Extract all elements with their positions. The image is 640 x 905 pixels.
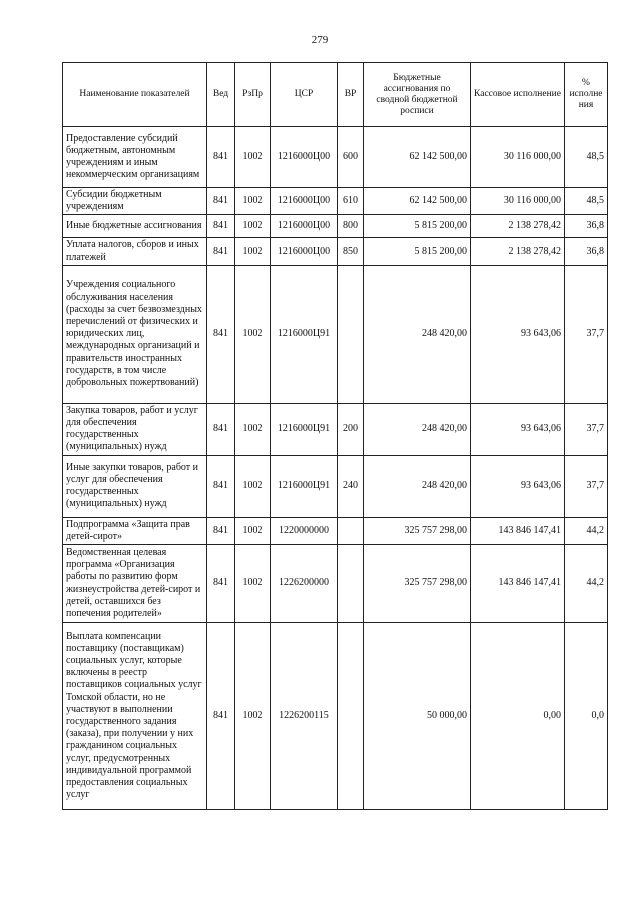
- cell-cash: 143 846 147,41: [471, 545, 565, 623]
- cell-percent: 36,8: [565, 215, 608, 238]
- cell-csr: 1216000Ц91: [271, 455, 338, 517]
- cell-rzpr: 1002: [235, 238, 271, 265]
- cell-name: Субсидии бюджетным учреждениям: [63, 188, 207, 215]
- cell-csr: 1226200115: [271, 623, 338, 810]
- cell-cash: 93 643,06: [471, 455, 565, 517]
- cell-ved: 841: [207, 545, 235, 623]
- cell-csr: 1216000Ц91: [271, 403, 338, 455]
- cell-ved: 841: [207, 238, 235, 265]
- cell-vr: [338, 623, 364, 810]
- table-row: [63, 265, 608, 403]
- cell-budget: 325 757 298,00: [364, 545, 471, 623]
- cell-name: Выплата компенсации поставщику (поставщикам) социальных услуг, которые включены в реестр поставщиков социальных услуг Томской области, но не участвуют в выполнении государственного задания (заказа), при получении у них гражданином социальных услуг, предусмотренных индивидуальной программой предоставления социальных услуг: [63, 623, 207, 810]
- cell-ved: 841: [207, 127, 235, 188]
- cell-vr: 240: [338, 455, 364, 517]
- table-row: [63, 215, 608, 238]
- cell-percent: 48,5: [565, 188, 608, 215]
- header-ved: Вед: [207, 63, 235, 127]
- table-row: [63, 403, 608, 455]
- cell-vr: 200: [338, 403, 364, 455]
- cell-csr: 1216000Ц91: [271, 265, 338, 403]
- cell-budget: 50 000,00: [364, 623, 471, 810]
- cell-budget: 5 815 200,00: [364, 238, 471, 265]
- cell-csr: 1216000Ц00: [271, 215, 338, 238]
- cell-percent: 44,2: [565, 517, 608, 544]
- header-cash: Кассовое исполнение: [471, 63, 565, 127]
- cell-percent: 48,5: [565, 127, 608, 188]
- cell-ved: 841: [207, 188, 235, 215]
- cell-name: Учреждения социального обслуживания населения (расходы за счет безвозмездных перечислений от физических и юридических лиц, международных организаций и правительств иностранных государств, в том числе добровольных пожертвований): [63, 265, 207, 403]
- cell-rzpr: 1002: [235, 127, 271, 188]
- cell-cash: 93 643,06: [471, 403, 565, 455]
- cell-cash: 2 138 278,42: [471, 238, 565, 265]
- cell-csr: 1226200000: [271, 545, 338, 623]
- cell-rzpr: 1002: [235, 403, 271, 455]
- cell-cash: 143 846 147,41: [471, 517, 565, 544]
- cell-vr: [338, 545, 364, 623]
- cell-ved: 841: [207, 455, 235, 517]
- cell-percent: 37,7: [565, 265, 608, 403]
- cell-cash: 30 116 000,00: [471, 127, 565, 188]
- header-budget: Бюджетные ассигнования по сводной бюджетной росписи: [364, 63, 471, 127]
- cell-ved: 841: [207, 623, 235, 810]
- cell-csr: 1220000000: [271, 517, 338, 544]
- cell-budget: 248 420,00: [364, 265, 471, 403]
- table-row: [63, 238, 608, 265]
- header-name: Наименование показателей: [63, 63, 207, 127]
- cell-rzpr: 1002: [235, 265, 271, 403]
- table-header-row: [63, 63, 608, 127]
- cell-name: Ведомственная целевая программа «Организация работы по развитию форм жизнеустройства детей-сирот и детей, оставшихся без попечения родителей»: [63, 545, 207, 623]
- cell-budget: 325 757 298,00: [364, 517, 471, 544]
- cell-vr: [338, 517, 364, 544]
- cell-percent: 36,8: [565, 238, 608, 265]
- cell-ved: 841: [207, 517, 235, 544]
- cell-budget: 5 815 200,00: [364, 215, 471, 238]
- cell-budget: 62 142 500,00: [364, 127, 471, 188]
- cell-budget: 248 420,00: [364, 403, 471, 455]
- cell-budget: 62 142 500,00: [364, 188, 471, 215]
- cell-rzpr: 1002: [235, 215, 271, 238]
- cell-cash: 30 116 000,00: [471, 188, 565, 215]
- cell-vr: 850: [338, 238, 364, 265]
- cell-cash: 93 643,06: [471, 265, 565, 403]
- header-rzpr: РзПр: [235, 63, 271, 127]
- header-vr: ВР: [338, 63, 364, 127]
- cell-csr: 1216000Ц00: [271, 127, 338, 188]
- cell-vr: 600: [338, 127, 364, 188]
- cell-rzpr: 1002: [235, 545, 271, 623]
- table-row: [63, 127, 608, 188]
- cell-percent: 37,7: [565, 455, 608, 517]
- table-body: [63, 127, 608, 810]
- cell-name: Уплата налогов, сборов и иных платежей: [63, 238, 207, 265]
- cell-name: Иные бюджетные ассигнования: [63, 215, 207, 238]
- header-csr: ЦСР: [271, 63, 338, 127]
- table-row: [63, 188, 608, 215]
- table-row: [63, 623, 608, 810]
- cell-rzpr: 1002: [235, 623, 271, 810]
- table-row: [63, 517, 608, 544]
- cell-budget: 248 420,00: [364, 455, 471, 517]
- cell-rzpr: 1002: [235, 188, 271, 215]
- cell-ved: 841: [207, 215, 235, 238]
- cell-csr: 1216000Ц00: [271, 238, 338, 265]
- cell-vr: [338, 265, 364, 403]
- cell-vr: 610: [338, 188, 364, 215]
- cell-rzpr: 1002: [235, 455, 271, 517]
- cell-ved: 841: [207, 403, 235, 455]
- header-percent: % исполне ния: [565, 63, 608, 127]
- cell-percent: 44,2: [565, 545, 608, 623]
- table-row: [63, 455, 608, 517]
- budget-table: [62, 62, 608, 810]
- page-number: 279: [311, 34, 329, 46]
- cell-name: Предоставление субсидий бюджетным, автономным учреждениям и иным некоммерческим организациям: [63, 127, 207, 188]
- cell-name: Подпрограмма «Защита прав детей-сирот»: [63, 517, 207, 544]
- cell-cash: 0,00: [471, 623, 565, 810]
- table-row: [63, 545, 608, 623]
- cell-rzpr: 1002: [235, 517, 271, 544]
- cell-csr: 1216000Ц00: [271, 188, 338, 215]
- cell-percent: 0,0: [565, 623, 608, 810]
- cell-name: Закупка товаров, работ и услуг для обеспечения государственных (муниципальных) нужд: [63, 403, 207, 455]
- cell-cash: 2 138 278,42: [471, 215, 565, 238]
- cell-percent: 37,7: [565, 403, 608, 455]
- cell-vr: 800: [338, 215, 364, 238]
- cell-name: Иные закупки товаров, работ и услуг для обеспечения государственных (муниципальных) нужд: [63, 455, 207, 517]
- cell-ved: 841: [207, 265, 235, 403]
